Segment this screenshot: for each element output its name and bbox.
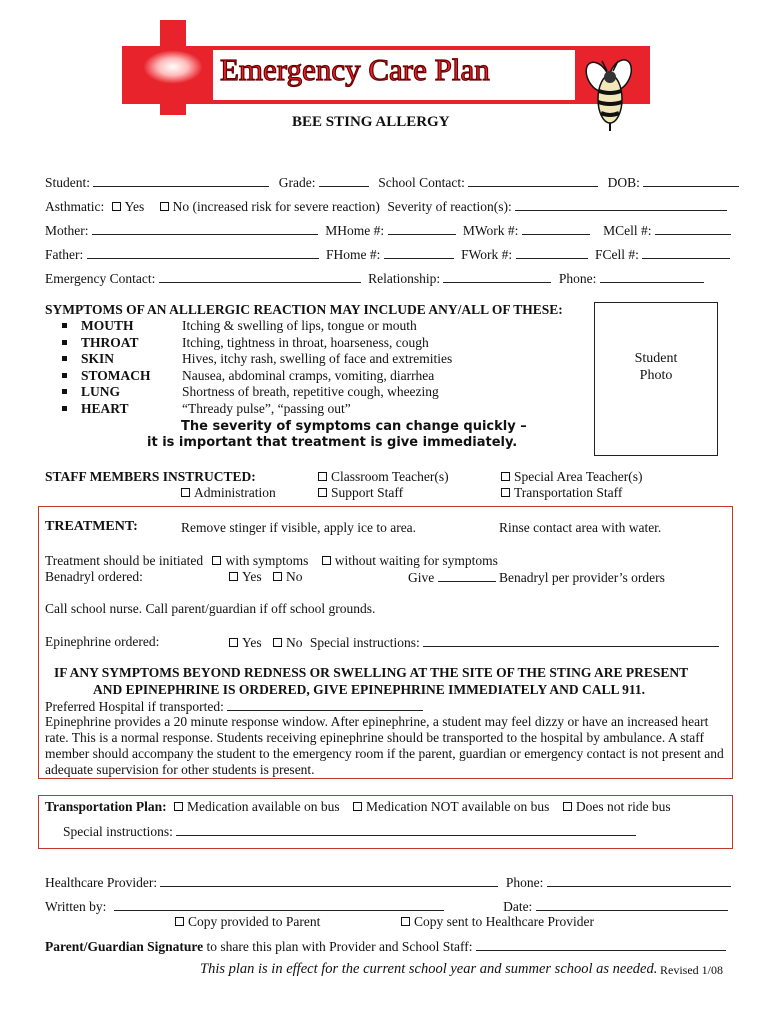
copy-parent-checkbox[interactable] [175,917,184,926]
symptom-row [62,351,452,368]
phone-label: Phone: [558,271,597,286]
severity-warning-2: it is important that treatment is give immediately. [147,435,518,450]
without-waiting-checkbox[interactable] [322,556,331,565]
photo-label-2: Photo [639,368,673,383]
symptom-name: SKIN [81,351,115,366]
admin-option[interactable] [181,485,276,501]
symptom-name: HEART [81,400,129,416]
emergency-contact-label: Emergency Contact: [45,271,156,286]
symptom-desc: “Thready pulse”, “passing out” [182,400,351,416]
mcell-label: MCell #: [603,223,652,238]
benadryl-give-row [408,569,665,586]
give-label: Give [408,570,435,585]
benadryl-no-label: No [286,569,303,584]
provider-field[interactable] [160,874,498,887]
symptom-name: LUNG [81,384,121,399]
provider-row [45,874,731,891]
epi-paragraph-line-4: adequate supervision for other students is present. [45,762,315,777]
symptom-row [62,384,452,401]
asthmatic-no-label: No (increased risk for severe reaction) [172,199,380,214]
relationship-label: Relationship: [368,271,441,286]
with-symptoms-checkbox[interactable] [212,556,221,565]
transport-special-row [63,823,636,840]
transport-staff-checkbox[interactable] [501,488,510,497]
benadryl-label: Benadryl ordered: [45,569,143,584]
alert-line-1: IF ANY SYMPTOMS BEYOND REDNESS OR SWELLING AT THE SITE OF THE STING ARE PRESENT [54,665,689,680]
treatment-heading: TREATMENT: [45,519,138,534]
med-on-bus-checkbox[interactable] [174,802,183,811]
info-row-2 [45,198,727,215]
initiated-label: Treatment should be initiated [45,553,204,568]
student-photo-box[interactable] [594,302,718,456]
mwork-label: MWork #: [462,223,519,238]
symptom-row [62,318,452,335]
epi-paragraph-line-2: rate. This is a normal response. Students receiving epinephrine should be transported to the hospital by ambulance. A staff [45,730,704,745]
phone-field[interactable] [600,270,704,283]
fcell-label: FCell #: [594,247,639,262]
epi-options [229,634,719,651]
symptom-desc: Itching, tightness in throat, hoarseness, cough [182,334,429,350]
cross-glow [143,50,203,84]
father-label: Father: [45,247,84,262]
copy-provider-option[interactable] [401,914,594,930]
benadryl-per-label: Benadryl per provider’s orders [499,570,665,585]
revised-label: Revised 1/08 [660,963,723,977]
written-label: Written by: [45,899,107,914]
signature-field[interactable] [476,938,726,951]
mhome-label: MHome #: [325,223,385,238]
symptom-row [62,368,452,385]
symptom-name: THROAT [81,334,139,350]
symptom-row [62,335,452,352]
support-option[interactable] [318,485,403,501]
classroom-option[interactable] [318,469,449,485]
mcell-field[interactable] [655,222,731,235]
classroom-label: Classroom Teacher(s) [331,469,449,484]
epi-yes-label: Yes [242,635,262,650]
hospital-field[interactable] [227,698,423,711]
grade-field[interactable] [319,174,369,187]
epi-yes-checkbox[interactable] [229,638,238,647]
signature-label: to share this plan with Provider and School Staff: [206,939,473,954]
symptoms-list [62,318,452,417]
mother-label: Mother: [45,223,89,238]
no-bus-label: Does not ride bus [575,799,671,814]
written-field[interactable] [114,898,444,911]
admin-label: Administration [194,485,276,500]
subtitle: BEE STING ALLERGY [292,114,450,130]
copy-provider-checkbox[interactable] [401,917,410,926]
benadryl-no-checkbox[interactable] [273,572,282,581]
epi-paragraph-line-3: member should accompany the student to the emergency room if the parent, guardian or emergency contact is not present and [45,746,724,761]
plan-note: This plan is in effect for the current school year and summer school as needed. [200,961,658,977]
no-bus-checkbox[interactable] [563,802,572,811]
signature-row [45,938,726,955]
fcell-field[interactable] [642,246,730,259]
epi-no-label: No [286,635,303,650]
special-area-option[interactable] [501,469,643,485]
symptom-name: STOMACH [81,367,151,383]
copy-parent-label: Copy provided to Parent [188,914,321,929]
special-area-label: Special Area Teacher(s) [514,469,643,484]
med-not-on-bus-checkbox[interactable] [353,802,362,811]
symptom-desc: Itching & swelling of lips, tongue or mouth [182,318,417,333]
transport-heading: Transportation Plan: [45,799,167,814]
symptom-desc: Nausea, abdominal cramps, vomiting, diarrhea [182,367,435,383]
photo-label-1: Student [634,351,678,366]
epi-special-field[interactable] [423,634,719,647]
rinse-text: Rinse contact area with water. [499,520,662,535]
call-nurse-text: Call school nurse. Call parent/guardian if off school grounds. [45,601,376,616]
mhome-field[interactable] [388,222,456,235]
dob-label: DOB: [607,175,640,190]
info-row-1 [45,174,739,191]
signature-bold-label: Parent/Guardian Signature [45,939,204,954]
transport-row [45,799,671,815]
provider-phone-field[interactable] [547,874,731,887]
asthmatic-label: Asthmatic: [45,199,105,214]
bee-icon [580,55,640,135]
fhome-field[interactable] [384,246,454,259]
mwork-field[interactable] [522,222,590,235]
transport-special-field[interactable] [176,823,636,836]
benadryl-yes-label: Yes [242,569,262,584]
epi-no-checkbox[interactable] [273,638,282,647]
asthmatic-no-checkbox[interactable] [160,202,169,211]
med-not-on-bus-label: Medication NOT available on bus [365,799,550,814]
page-title: Emergency Care Plan [220,52,490,87]
transport-special-label: Special instructions: [63,824,173,839]
dob-field[interactable] [643,174,739,187]
grade-label: Grade: [278,175,316,190]
med-on-bus-label: Medication available on bus [187,799,340,814]
transport-staff-option[interactable] [501,485,622,501]
without-waiting-label: without waiting for symptoms [334,553,498,568]
support-label: Support Staff [331,485,404,500]
benadryl-dose-field[interactable] [438,569,496,582]
date-field[interactable] [536,898,728,911]
father-field[interactable] [87,246,319,259]
date-label: Date: [503,899,533,914]
symptom-desc: Hives, itchy rash, swelling of face and extremities [182,351,453,366]
with-symptoms-label: with symptoms [225,553,309,568]
asthmatic-yes-label: Yes [124,199,145,214]
classroom-checkbox[interactable] [318,472,327,481]
transport-staff-label: Transportation Staff [514,485,623,500]
symptom-row [62,401,452,418]
severity-label: Severity of reaction(s): [387,199,512,214]
remove-stinger-text: Remove stinger if visible, apply ice to area. [181,520,417,535]
relationship-field[interactable] [443,270,551,283]
student-field[interactable] [93,174,269,187]
school-contact-label: School Contact: [378,175,465,190]
benadryl-yes-checkbox[interactable] [229,572,238,581]
emergency-contact-field[interactable] [159,270,361,283]
hospital-row [45,698,423,715]
epi-paragraph-line-1: Epinephrine provides a 20 minute response window. After epinephrine, a student may feel dizzy or have an increased heart [45,714,709,729]
fhome-label: FHome #: [326,247,381,262]
info-row-4 [45,246,730,263]
admin-checkbox[interactable] [181,488,190,497]
provider-label: Healthcare Provider: [45,875,158,890]
symptom-name: MOUTH [81,318,134,333]
copy-provider-label: Copy sent to Healthcare Provider [414,914,594,929]
info-row-3 [45,222,731,239]
epi-special-label: Special instructions: [309,635,420,650]
special-area-checkbox[interactable] [501,472,510,481]
written-row [45,898,728,915]
info-row-5 [45,270,704,287]
symptoms-heading: SYMPTOMS OF AN ALLLERGIC REACTION MAY INCLUDE ANY/ALL OF THESE: [45,302,563,317]
copy-parent-option[interactable] [175,914,320,930]
benadryl-options [229,569,303,585]
asthmatic-yes-checkbox[interactable] [112,202,121,211]
student-label: Student: [45,175,91,190]
severity-warning-1: The severity of symptoms can change quickly – [181,419,527,434]
fwork-field[interactable] [516,246,588,259]
mother-field[interactable] [92,222,318,235]
alert-line-2: AND EPINEPHRINE IS ORDERED, GIVE EPINEPHRINE IMMEDIATELY AND CALL 911. [93,682,645,697]
school-contact-field[interactable] [468,174,598,187]
hospital-label: Preferred Hospital if transported: [45,699,224,714]
severity-field[interactable] [515,198,727,211]
symptom-desc: Shortness of breath, repetitive cough, wheezing [182,384,439,399]
fwork-label: FWork #: [461,247,513,262]
initiated-row [45,553,498,569]
staff-heading: STAFF MEMBERS INSTRUCTED: [45,469,256,484]
epi-label: Epinephrine ordered: [45,634,160,649]
support-checkbox[interactable] [318,488,327,497]
provider-phone-label: Phone: [505,875,544,890]
